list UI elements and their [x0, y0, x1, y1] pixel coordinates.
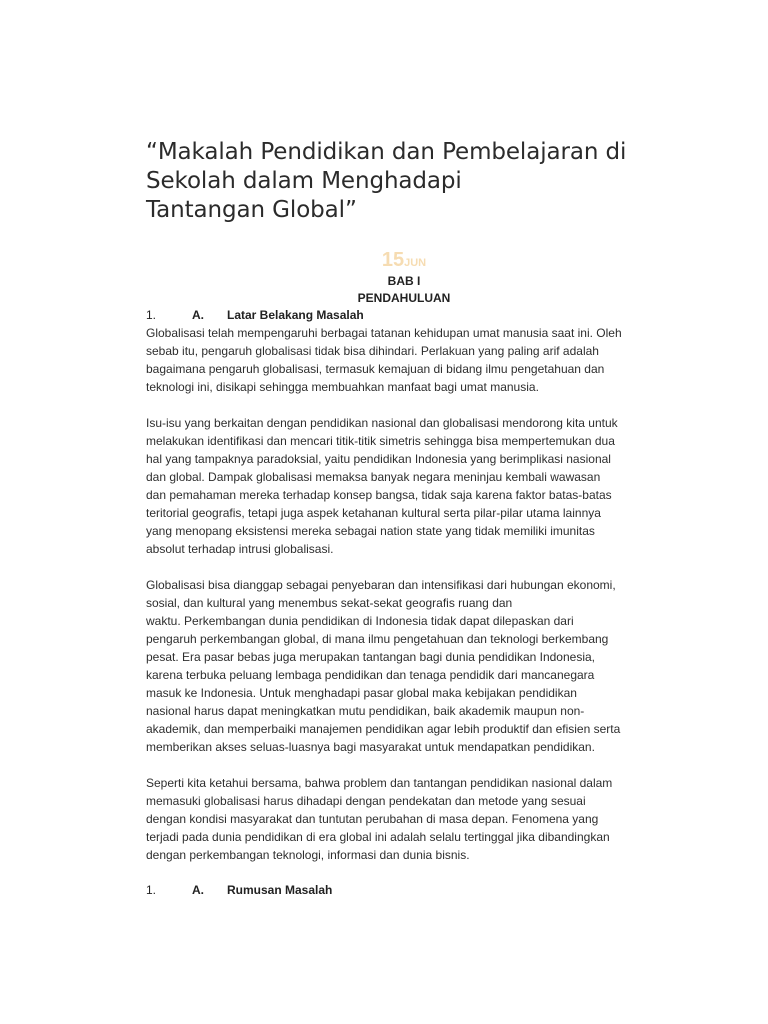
section-letter: A. [192, 308, 204, 322]
section-title: Latar Belakang Masalah [227, 308, 364, 322]
section-title: Rumusan Masalah [227, 883, 333, 897]
paragraph: Seperti kita ketahui bersama, bahwa problem dan tantangan pendidikan nasional dalam memasuki globalisasi harus dihadapi dengan pendekatan dan metode yang sesuai dengan kondisi masyarakat dan tuntutan perubahan di masa depan. Fenomena yang terjadi pada dunia pendidikan di era global ini adalah selalu tertinggal jika dibandingkan dengan perkembangan teknologi, informasi dan dunia bisnis. [146, 776, 613, 862]
document-title: “Makalah Pendidikan dan Pembelajaran di Sekolah dalam Menghadapi Tantangan Global” [146, 139, 627, 223]
paragraph: Globalisasi bisa dianggap sebagai penyebaran dan intensifikasi dari hubungan ekonomi, sosial, dan kultural yang menembus sekat-sekat geografis ruang dan waktu. Perkembangan dunia pendidikan di Indonesia tidak dapat dilepaskan dari pengaruh perkembangan global, di mana ilmu pengetahuan dan teknologi berkembang pesat. Era pasar bebas juga merupakan tantangan bagi dunia pendidikan Indonesia, karena terbuka peluang lembaga pendidikan dan tenaga pendidik dari mancanegara masuk ke Indonesia. Untuk menghadapi pasar global maka kebijakan pendidikan nasional harus dapat meningkatkan mutu pendidikan, baik akademik maupun non- akademik, dan memperbaiki manajemen pendidikan agar lebih produktif dan efisien serta memberikan akses seluas-luasnya bagi masyarakat untuk mendapatkan pendidikan. [146, 578, 621, 754]
paragraph: Isu-isu yang berkaitan dengan pendidikan nasional dan globalisasi mendorong kita untuk melakukan identifikasi dan mencari titik-titik simetris sehingga bisa mempertemukan dua hal yang tampaknya paradoksial, yaitu pendidikan Indonesia yang berimplikasi nasional dan global. Dampak globalisasi memaksa banyak negara meninjau kembali wawasan dan pemahaman mereka terhadap konsep bangsa, tidak saja karena faktor batas-batas teritorial geografis, tetapi juga aspek ketahanan kultural serta pilar-pilar utama lainnya yang menopang eksistensi mereka sebagai nation state yang tidak memiliki imunitas absolut terhadap intrusi globalisasi. [146, 416, 618, 556]
post-date-day: 15 [381, 249, 405, 271]
post-date-month: JUN [404, 257, 427, 269]
chapter-title: PENDAHULUAN [357, 291, 451, 305]
section-number: 1. [146, 883, 157, 897]
chapter-label: BAB I [387, 274, 421, 288]
section-heading-problem [146, 882, 662, 899]
section-letter: A. [192, 883, 204, 897]
section-heading-background [146, 307, 662, 324]
post-date [146, 247, 662, 273]
section-number: 1. [146, 308, 157, 322]
paragraph: Globalisasi telah mempengaruhi berbagai tatanan kehidupan umat manusia saat ini. Oleh sebab itu, pengaruh globalisasi tidak bisa dihindari. Perlakuan yang paling arif adalah bagaimana pengaruh globalisasi, termasuk kemajuan di bidang ilmu pengetahuan dan teknologi ini, disikapi sehingga membuahkan manfaat bagi umat manusia. [146, 326, 622, 394]
document-page [146, 138, 662, 899]
